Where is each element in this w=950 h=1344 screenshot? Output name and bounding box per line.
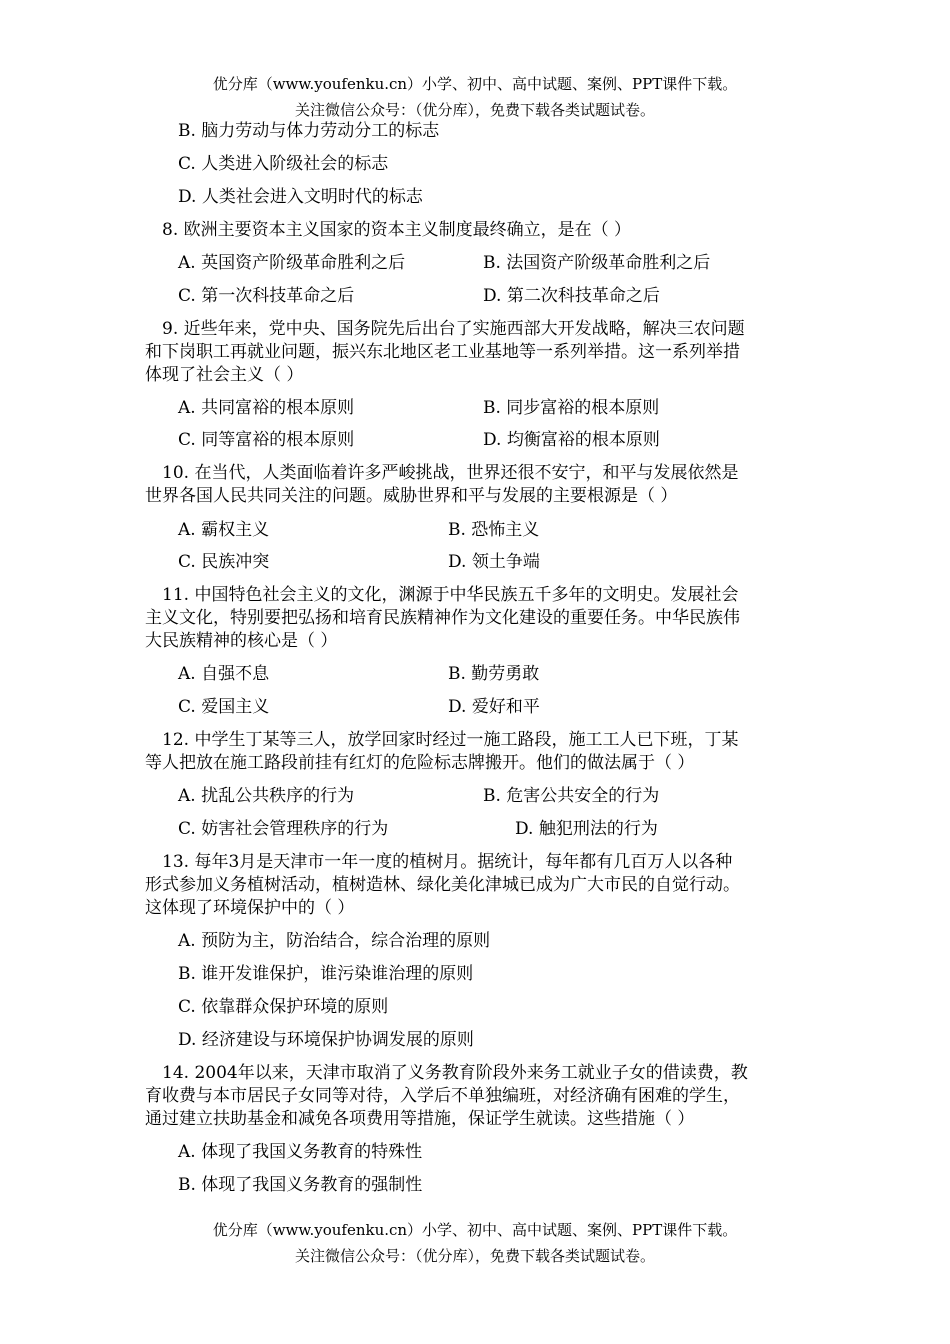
q13-stem-line-2: 形式参加义务植树活动，植树造林、绿化美化津城已成为广大市民的自觉行动。 — [145, 875, 740, 895]
q11-stem-line-2: 主义文化，特别要把弘扬和培育民族精神作为文化建设的重要任务。中华民族伟 — [145, 608, 740, 628]
q12-option-a: A. 扰乱公共秩序的行为 — [178, 786, 355, 806]
q10-option-c: C. 民族冲突 — [178, 552, 270, 572]
q9-option-a: A. 共同富裕的根本原则 — [178, 398, 355, 418]
q14-stem-line-3: 通过建立扶助基金和减免各项费用等措施，保证学生就读。这些措施（ ） — [145, 1109, 695, 1129]
q10-option-d: D. 领土争端 — [448, 552, 540, 572]
q8-stem: 8. 欧洲主要资本主义国家的资本主义制度最终确立，是在（ ） — [162, 220, 632, 240]
q12-option-b: B. 危害公共安全的行为 — [483, 786, 660, 806]
q14-stem-line-2: 育收费与本市居民子女同等对待，入学后不单独编班，对经济确有困难的学生， — [145, 1086, 740, 1106]
q11-option-d: D. 爱好和平 — [448, 697, 540, 717]
q13-option-c: C. 依靠群众保护环境的原则 — [178, 997, 389, 1017]
q13-option-a: A. 预防为主，防治结合，综合治理的原则 — [178, 931, 491, 951]
q13-option-d: D. 经济建设与环境保护协调发展的原则 — [178, 1030, 474, 1050]
q9-option-b: B. 同步富裕的根本原则 — [483, 398, 660, 418]
header-line-2: 关注微信公众号：（优分库），免费下载各类试题试卷。 — [294, 101, 655, 119]
q10-stem-line-1: 10. 在当代，人类面临着许多严峻挑战，世界还很不安宁，和平与发展依然是 — [162, 463, 739, 483]
q14-option-b: B. 体现了我国义务教育的强制性 — [178, 1175, 423, 1195]
q13-stem-line-3: 这体现了环境保护中的（ ） — [145, 898, 355, 918]
footer-line-2: 关注微信公众号：（优分库），免费下载各类试题试卷。 — [294, 1247, 655, 1265]
q7-option-c: C. 人类进入阶级社会的标志 — [178, 154, 389, 174]
q11-stem-line-3: 大民族精神的核心是（ ） — [145, 631, 338, 651]
q10-option-a: A. 霸权主义 — [178, 520, 270, 540]
q9-stem-line-1: 9. 近些年来，党中央、国务院先后出台了实施西部大开发战略，解决三农问题 — [162, 319, 745, 339]
q8-option-a: A. 英国资产阶级革命胜利之后 — [178, 253, 406, 273]
q9-stem-line-2: 和下岗职工再就业问题，振兴东北地区老工业基地等一系列举措。这一系列举措 — [145, 342, 740, 362]
header-line-1: 优分库（www.youfenku.cn）小学、初中、高中试题、案例、PPT课件下载。 — [212, 75, 738, 93]
q9-option-d: D. 均衡富裕的根本原则 — [483, 430, 660, 450]
q9-stem-line-3: 体现了社会主义（ ） — [145, 365, 304, 385]
q8-option-b: B. 法国资产阶级革命胜利之后 — [483, 253, 711, 273]
q11-stem-line-1: 11. 中国特色社会主义的文化，渊源于中华民族五千多年的文明史。发展社会 — [162, 585, 739, 605]
q14-option-a: A. 体现了我国义务教育的特殊性 — [178, 1142, 423, 1162]
q10-option-b: B. 恐怖主义 — [448, 520, 540, 540]
q14-stem-line-1: 14. 2004年以来，天津市取消了义务教育阶段外来务工就业子女的借读费，教 — [162, 1063, 748, 1083]
q12-option-c: C. 妨害社会管理秩序的行为 — [178, 819, 389, 839]
q8-option-c: C. 第一次科技革命之后 — [178, 286, 355, 306]
q12-option-d: D. 触犯刑法的行为 — [515, 819, 658, 839]
q7-option-b: B. 脑力劳动与体力劳动分工的标志 — [178, 121, 440, 141]
q12-stem-line-1: 12. 中学生丁某等三人，放学回家时经过一施工路段，施工工人已下班，丁某 — [162, 730, 739, 750]
q8-option-d: D. 第二次科技革命之后 — [483, 286, 660, 306]
q10-stem-line-2: 世界各国人民共同关注的问题。威胁世界和平与发展的主要根源是（ ） — [145, 486, 678, 506]
q13-stem-line-1: 13. 每年3月是天津市一年一度的植树月。据统计，每年都有几百万人以各种 — [162, 852, 733, 872]
footer-line-1: 优分库（www.youfenku.cn）小学、初中、高中试题、案例、PPT课件下载。 — [212, 1221, 738, 1239]
q9-option-c: C. 同等富裕的根本原则 — [178, 430, 355, 450]
q7-option-d: D. 人类社会进入文明时代的标志 — [178, 187, 423, 207]
q11-option-c: C. 爱国主义 — [178, 697, 270, 717]
q11-option-b: B. 勤劳勇敢 — [448, 664, 540, 684]
q12-stem-line-2: 等人把放在施工路段前挂有红灯的危险标志牌搬开。他们的做法属于（ ） — [145, 753, 695, 773]
q13-option-b: B. 谁开发谁保护，谁污染谁治理的原则 — [178, 964, 474, 984]
q11-option-a: A. 自强不息 — [178, 664, 270, 684]
